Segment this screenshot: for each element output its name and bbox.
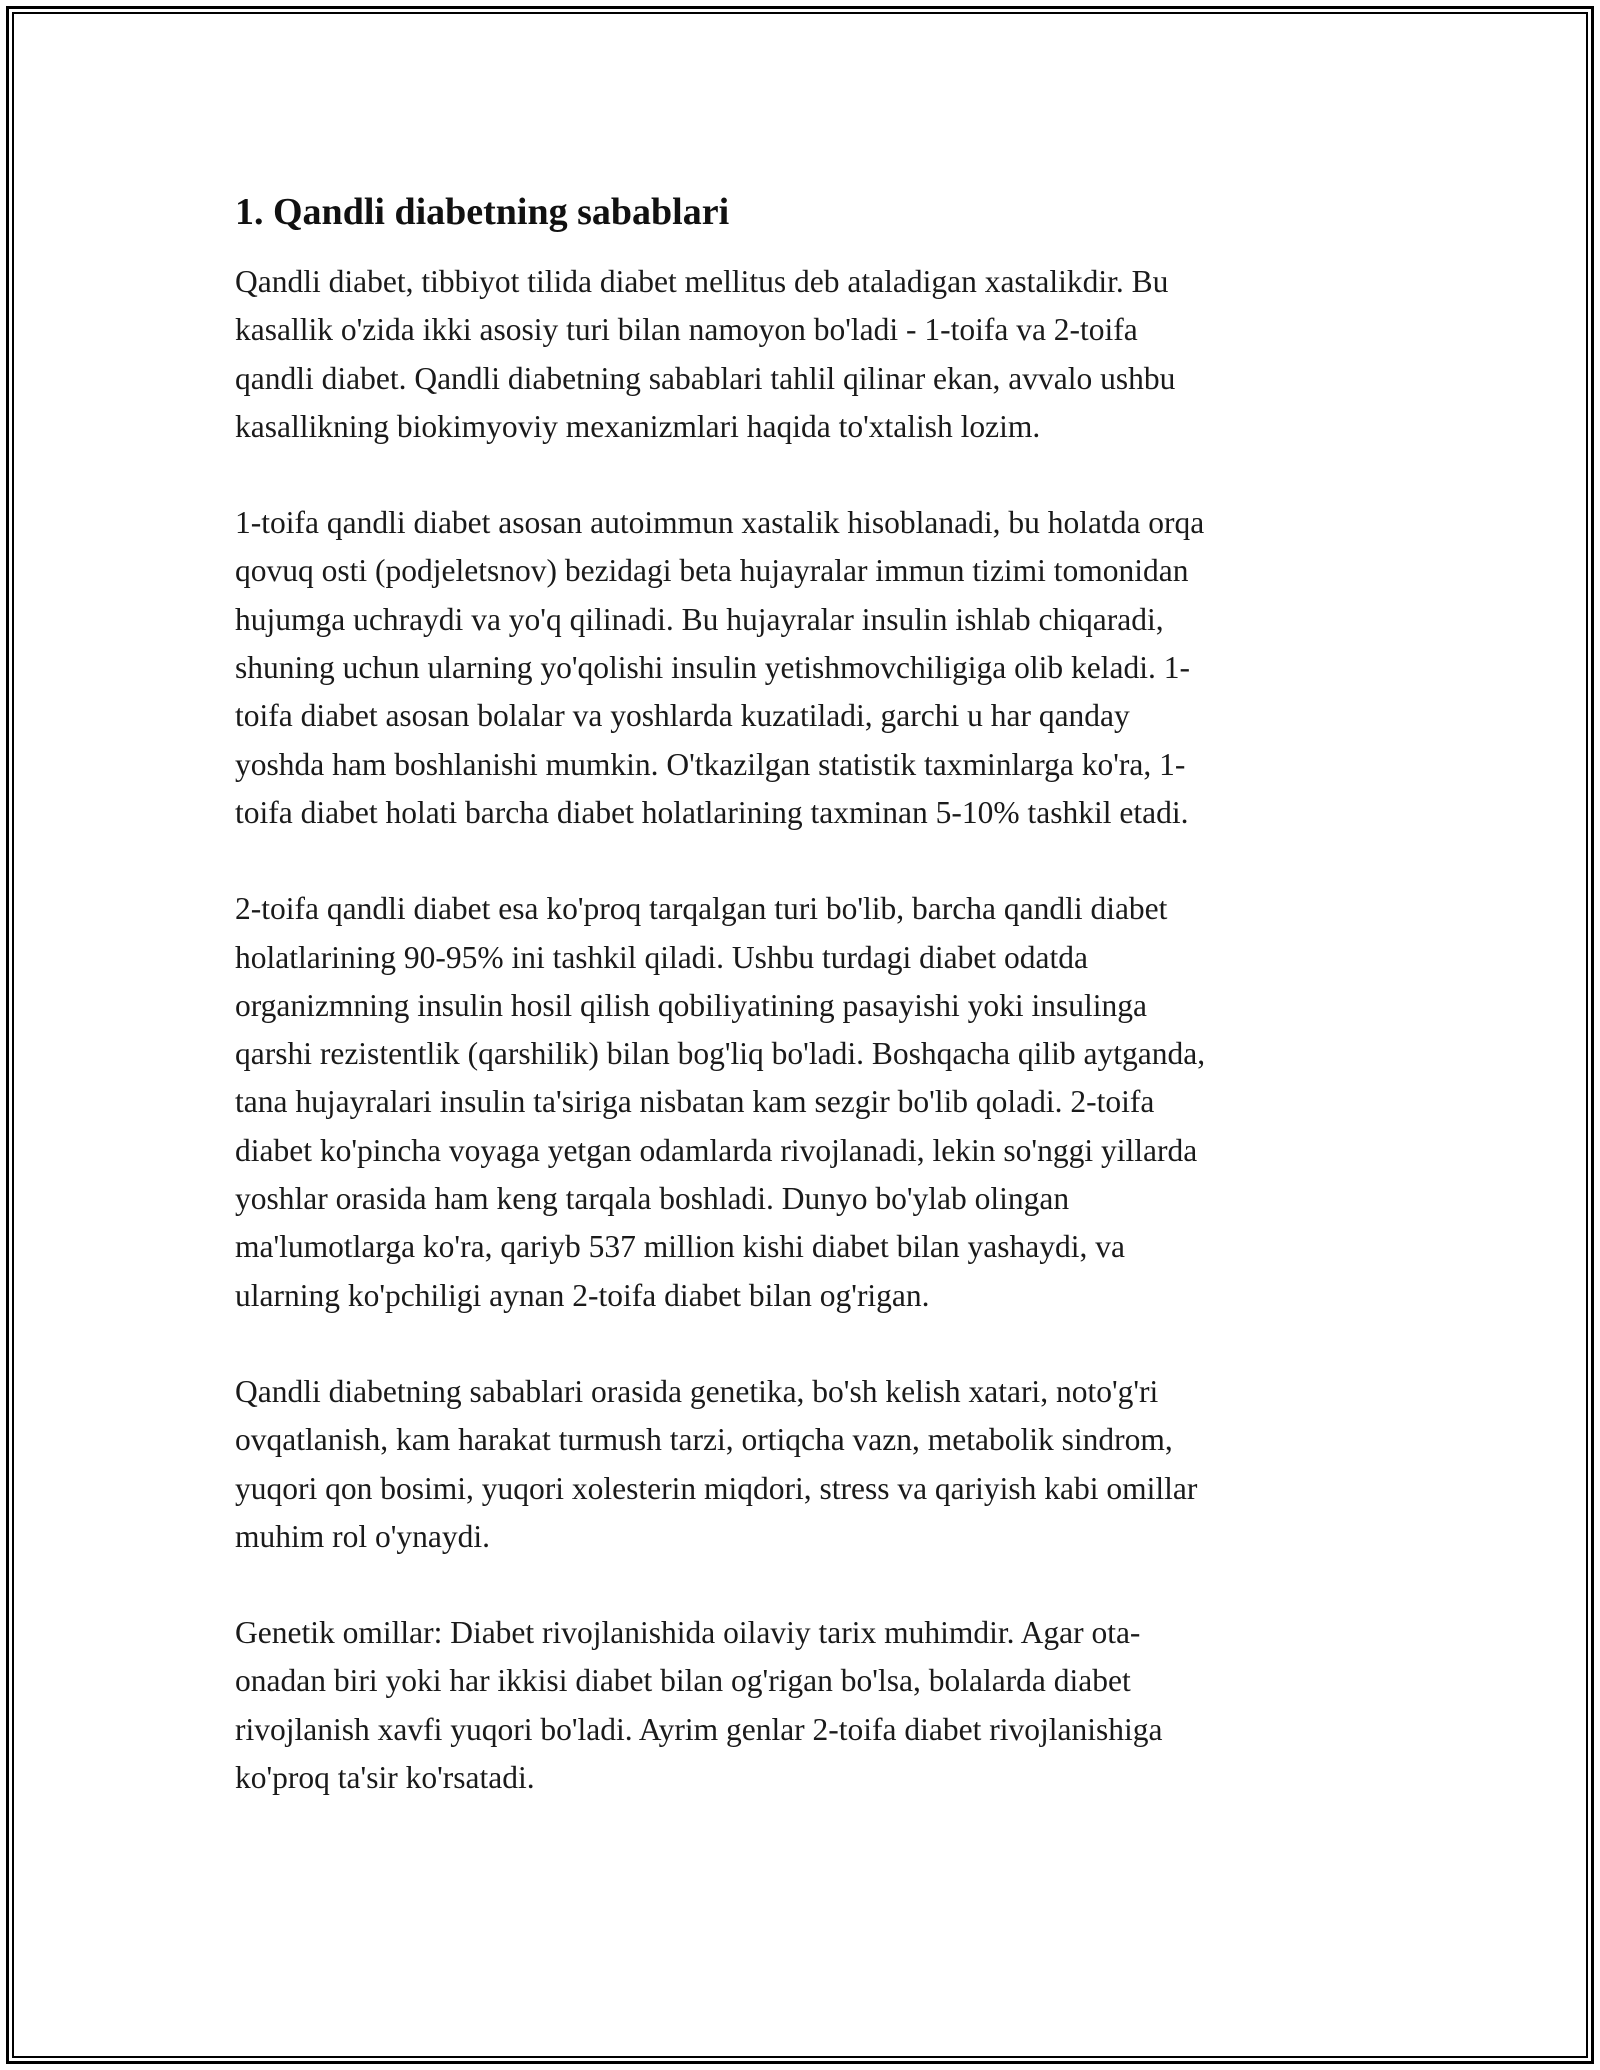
paragraph-line: toifa diabet holati barcha diabet holatlarining taxminan 5-10% tashkil etadi.: [235, 794, 1189, 830]
document-body: [235, 186, 1365, 1850]
paragraph-type2: [235, 885, 1365, 1320]
paragraph-line: toifa diabet asosan bolalar va yoshlarda kuzatiladi, garchi u har qanday: [235, 698, 1130, 734]
paragraph-intro: [235, 258, 1365, 451]
paragraph-line: qarshi rezistentlik (qarshilik) bilan bog'liq bo'ladi. Boshqacha qilib aytganda,: [235, 1036, 1206, 1072]
paragraph-line: ma'lumotlarga ko'ra, qariyb 537 million kishi diabet bilan yashaydi, va: [235, 1229, 1125, 1265]
paragraph-line: hujumga uchraydi va yo'q qilinadi. Bu hujayralar insulin ishlab chiqaradi,: [235, 601, 1164, 637]
paragraph-line: qovuq osti (podjeletsnov) bezidagi beta hujayralar immun tizimi tomonidan: [235, 553, 1189, 589]
paragraph-line: Qandli diabet, tibbiyot tilida diabet mellitus deb ataladigan xastalikdir. Bu: [235, 264, 1169, 299]
paragraph-genetic-factors: [235, 1609, 1365, 1802]
paragraph-line: 2-toifa qandli diabet esa ko'proq tarqalgan turi bo'lib, barcha qandli diabet: [235, 891, 1168, 927]
paragraph-line: kasallikning biokimyoviy mexanizmlari haqida to'xtalish lozim.: [235, 408, 1041, 444]
paragraph-line: rivojlanish xavfi yuqori bo'ladi. Ayrim genlar 2-toifa diabet rivojlanishiga: [235, 1711, 1163, 1747]
paragraph-line: qandli diabet. Qandli diabetning sabablari tahlil qilinar ekan, avvalo ushbu: [235, 360, 1176, 396]
paragraph-causes: [235, 1368, 1365, 1561]
paragraph-line: diabet ko'pincha voyaga yetgan odamlarda rivojlanadi, lekin so'nggi yillarda: [235, 1132, 1198, 1168]
paragraph-line: kasallik o'zida ikki asosiy turi bilan namoyon bo'ladi - 1-toifa va 2-toifa: [235, 312, 1138, 348]
paragraph-line: yoshda ham boshlanishi mumkin. O'tkazilgan statistik taxminlarga ko'ra, 1-: [235, 746, 1186, 782]
paragraph-type1: [235, 499, 1365, 837]
paragraph-line: holatlarining 90-95% ini tashkil qiladi. Ushbu turdagi diabet odatda: [235, 939, 1088, 975]
paragraph-line: Genetik omillar: Diabet rivojlanishida oilaviy tarix muhimdir. Agar ota-: [235, 1615, 1141, 1651]
paragraph-line: onadan biri yoki har ikkisi diabet bilan og'rigan bo'lsa, bolalarda diabet: [235, 1663, 1131, 1699]
section-heading: 1. Qandli diabetning sabablari: [235, 191, 730, 233]
paragraph-line: yoshlar orasida ham keng tarqala boshladi. Dunyo bo'ylab olingan: [235, 1181, 1070, 1217]
paragraph-line: tana hujayralari insulin ta'siriga nisbatan kam sezgir bo'lib qoladi. 2-toifa: [235, 1084, 1155, 1120]
paragraph-line: ko'proq ta'sir ko'rsatadi.: [235, 1760, 535, 1796]
paragraph-line: ovqatlanish, kam harakat turmush tarzi, ortiqcha vazn, metabolik sindrom,: [235, 1422, 1173, 1458]
paragraph-line: yuqori qon bosimi, yuqori xolesterin miqdori, stress va qariyish kabi omillar: [235, 1470, 1198, 1506]
paragraph-line: organizmning insulin hosil qilish qobiliyatining pasayishi yoki insulinga: [235, 987, 1148, 1023]
paragraph-line: ularning ko'pchiligi aynan 2-toifa diabet bilan og'rigan.: [235, 1277, 930, 1313]
paragraph-line: Qandli diabetning sabablari orasida genetika, bo'sh kelish xatari, noto'g'ri: [235, 1373, 1159, 1409]
paragraph-line: muhim rol o'ynaydi.: [235, 1518, 491, 1554]
paragraph-line: 1-toifa qandli diabet asosan autoimmun xastalik hisoblanadi, bu holatda orqa: [235, 505, 1205, 541]
paragraph-line: shuning uchun ularning yo'qolishi insulin yetishmovchiligiga olib keladi. 1-: [235, 650, 1190, 686]
